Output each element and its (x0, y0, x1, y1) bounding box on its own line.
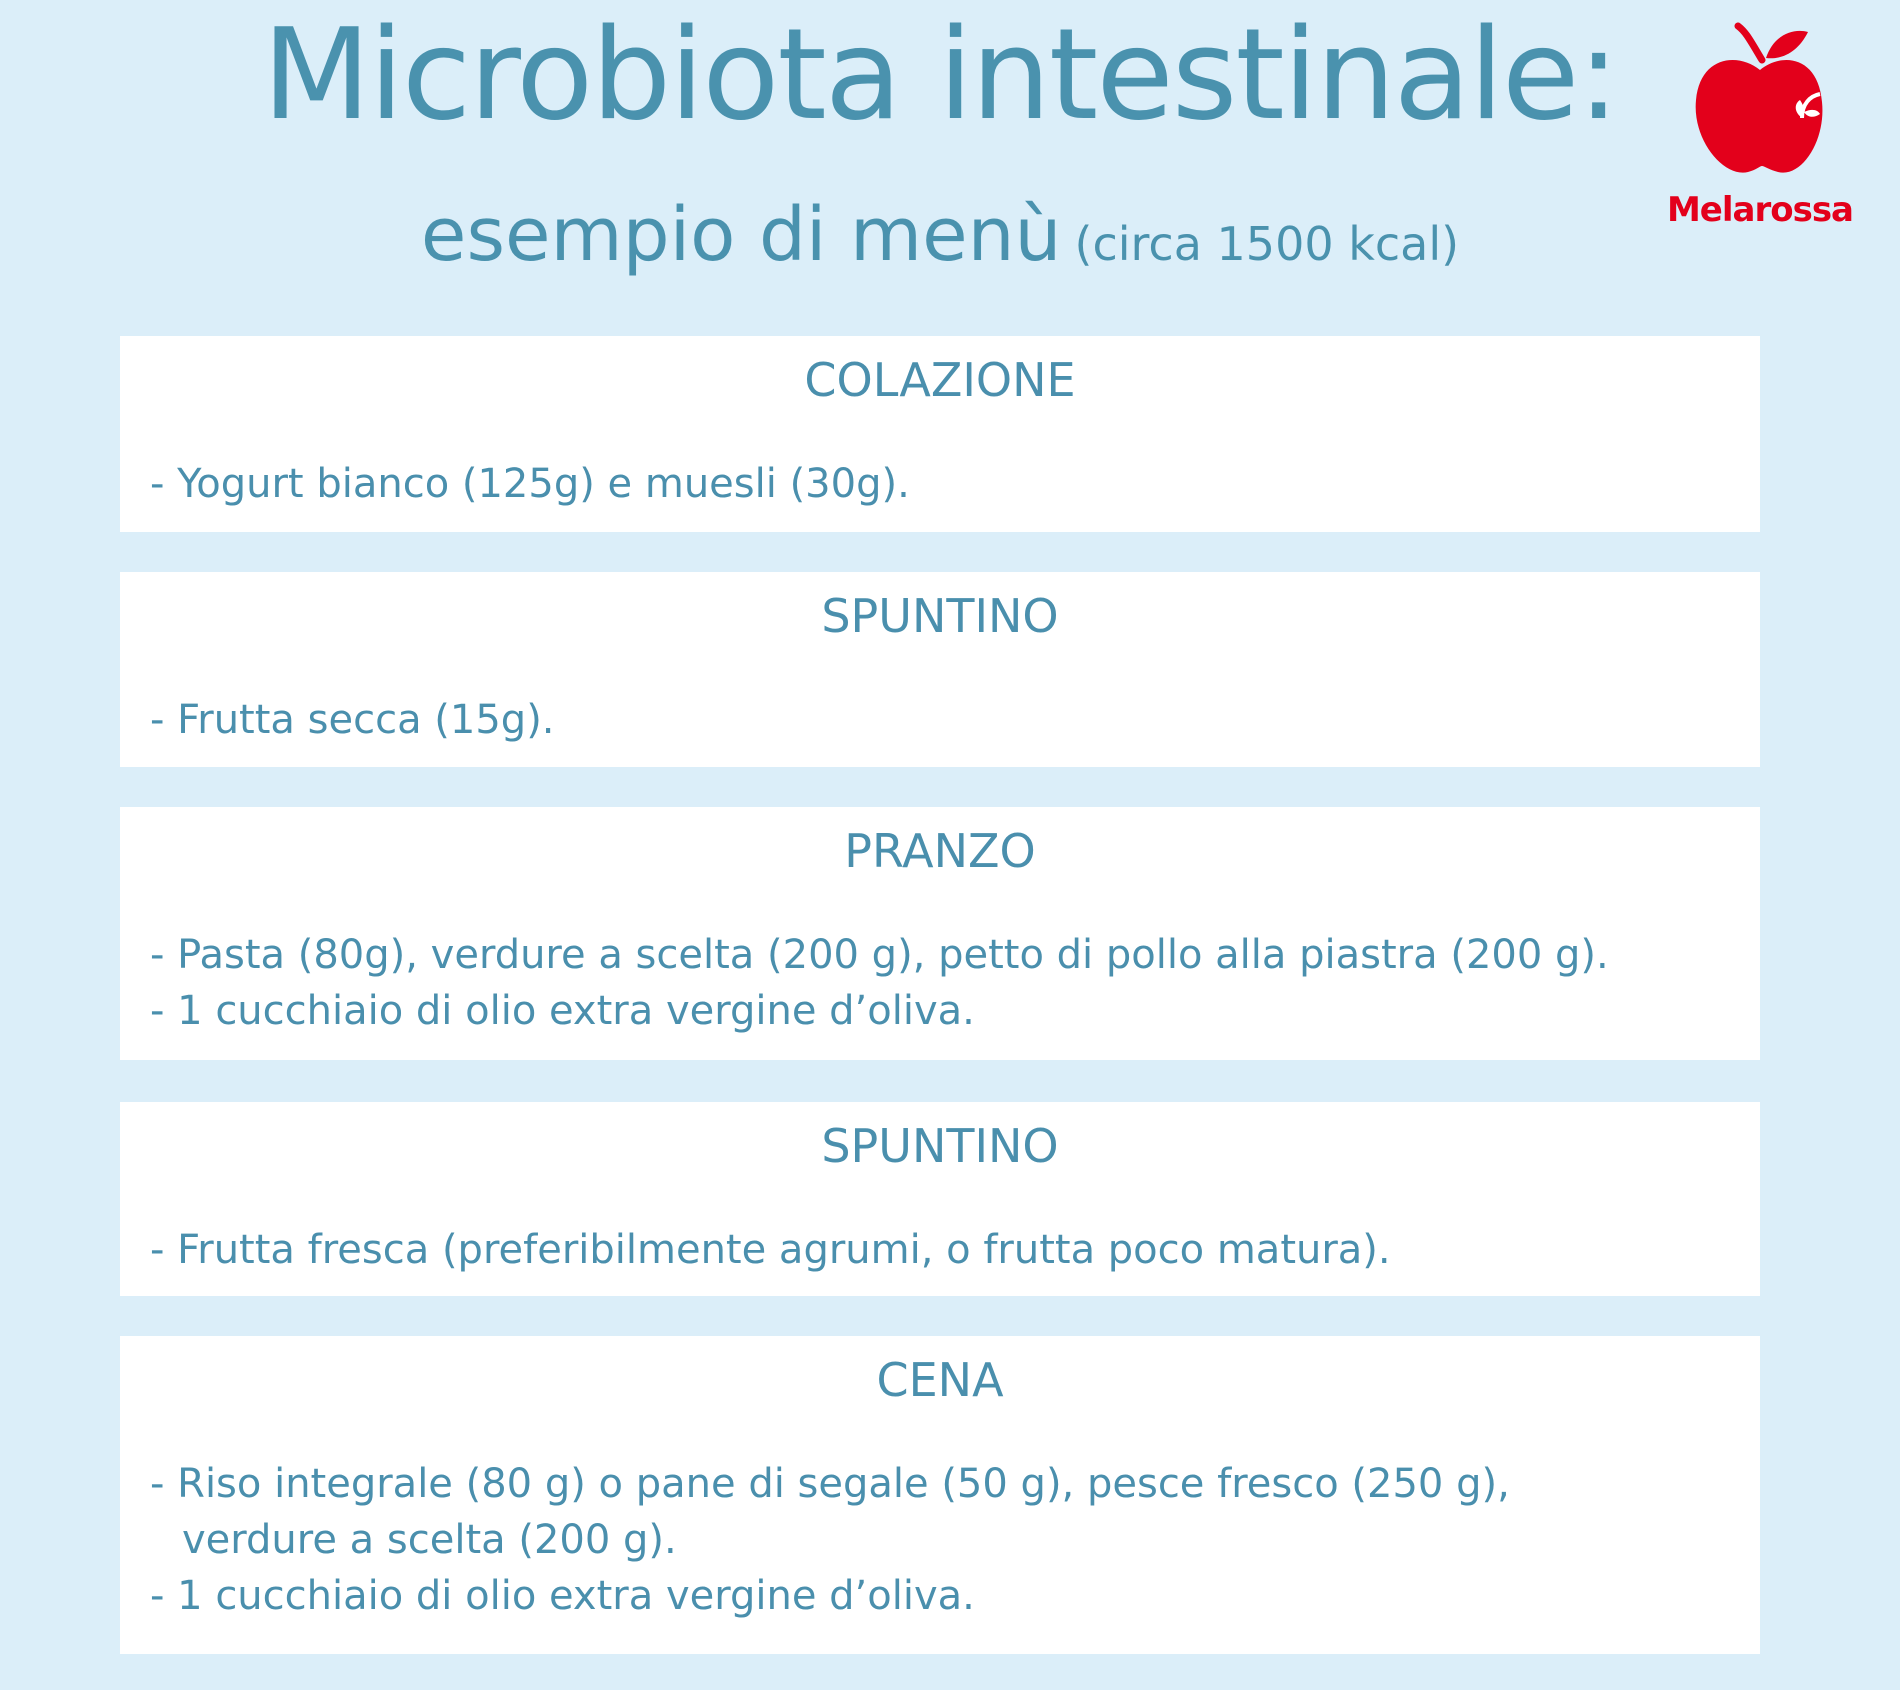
meal-line: - Frutta secca (15g). (150, 697, 555, 743)
meal-body (150, 927, 1730, 1039)
meal-line: - 1 cucchiaio di olio extra vergine d’oliva. (150, 988, 975, 1034)
meal-body (150, 1222, 1730, 1278)
meal-card-spuntino-2 (120, 1102, 1760, 1296)
meal-title: SPUNTINO (821, 1119, 1059, 1173)
apple-icon (1690, 22, 1830, 182)
meal-title: CENA (876, 1353, 1004, 1407)
meal-card-pranzo (120, 807, 1760, 1060)
subtitle-note: (circa 1500 kcal) (1074, 217, 1460, 271)
header (0, 0, 1900, 320)
melarossa-logo (1660, 22, 1860, 242)
meal-title: COLAZIONE (804, 353, 1076, 407)
meal-line: verdure a scelta (200 g). (182, 1517, 677, 1563)
meal-title: PRANZO (844, 824, 1036, 878)
meal-body (150, 692, 1730, 748)
page-title: Microbiota intestinale: (262, 1, 1618, 148)
meal-line: - Pasta (80g), verdure a scelta (200 g), petto di pollo alla piastra (200 g). (150, 932, 1609, 978)
meal-line: - Yogurt bianco (125g) e muesli (30g). (150, 461, 910, 507)
meal-body (150, 456, 1730, 512)
meal-card-cena (120, 1336, 1760, 1654)
meal-body (150, 1456, 1730, 1624)
meal-title: SPUNTINO (821, 589, 1059, 643)
meal-line: - Frutta fresca (preferibilmente agrumi, o frutta poco matura). (150, 1227, 1391, 1273)
meal-card-colazione (120, 336, 1760, 532)
page-subtitle (0, 190, 1880, 300)
subtitle-main: esempio di menù (420, 192, 1062, 278)
meal-card-spuntino-1 (120, 572, 1760, 767)
brand-name: Melarossa (1666, 190, 1854, 230)
meal-line: - 1 cucchiaio di olio extra vergine d’oliva. (150, 1573, 975, 1619)
meal-line: - Riso integrale (80 g) o pane di segale (50 g), pesce fresco (250 g), (150, 1461, 1510, 1507)
